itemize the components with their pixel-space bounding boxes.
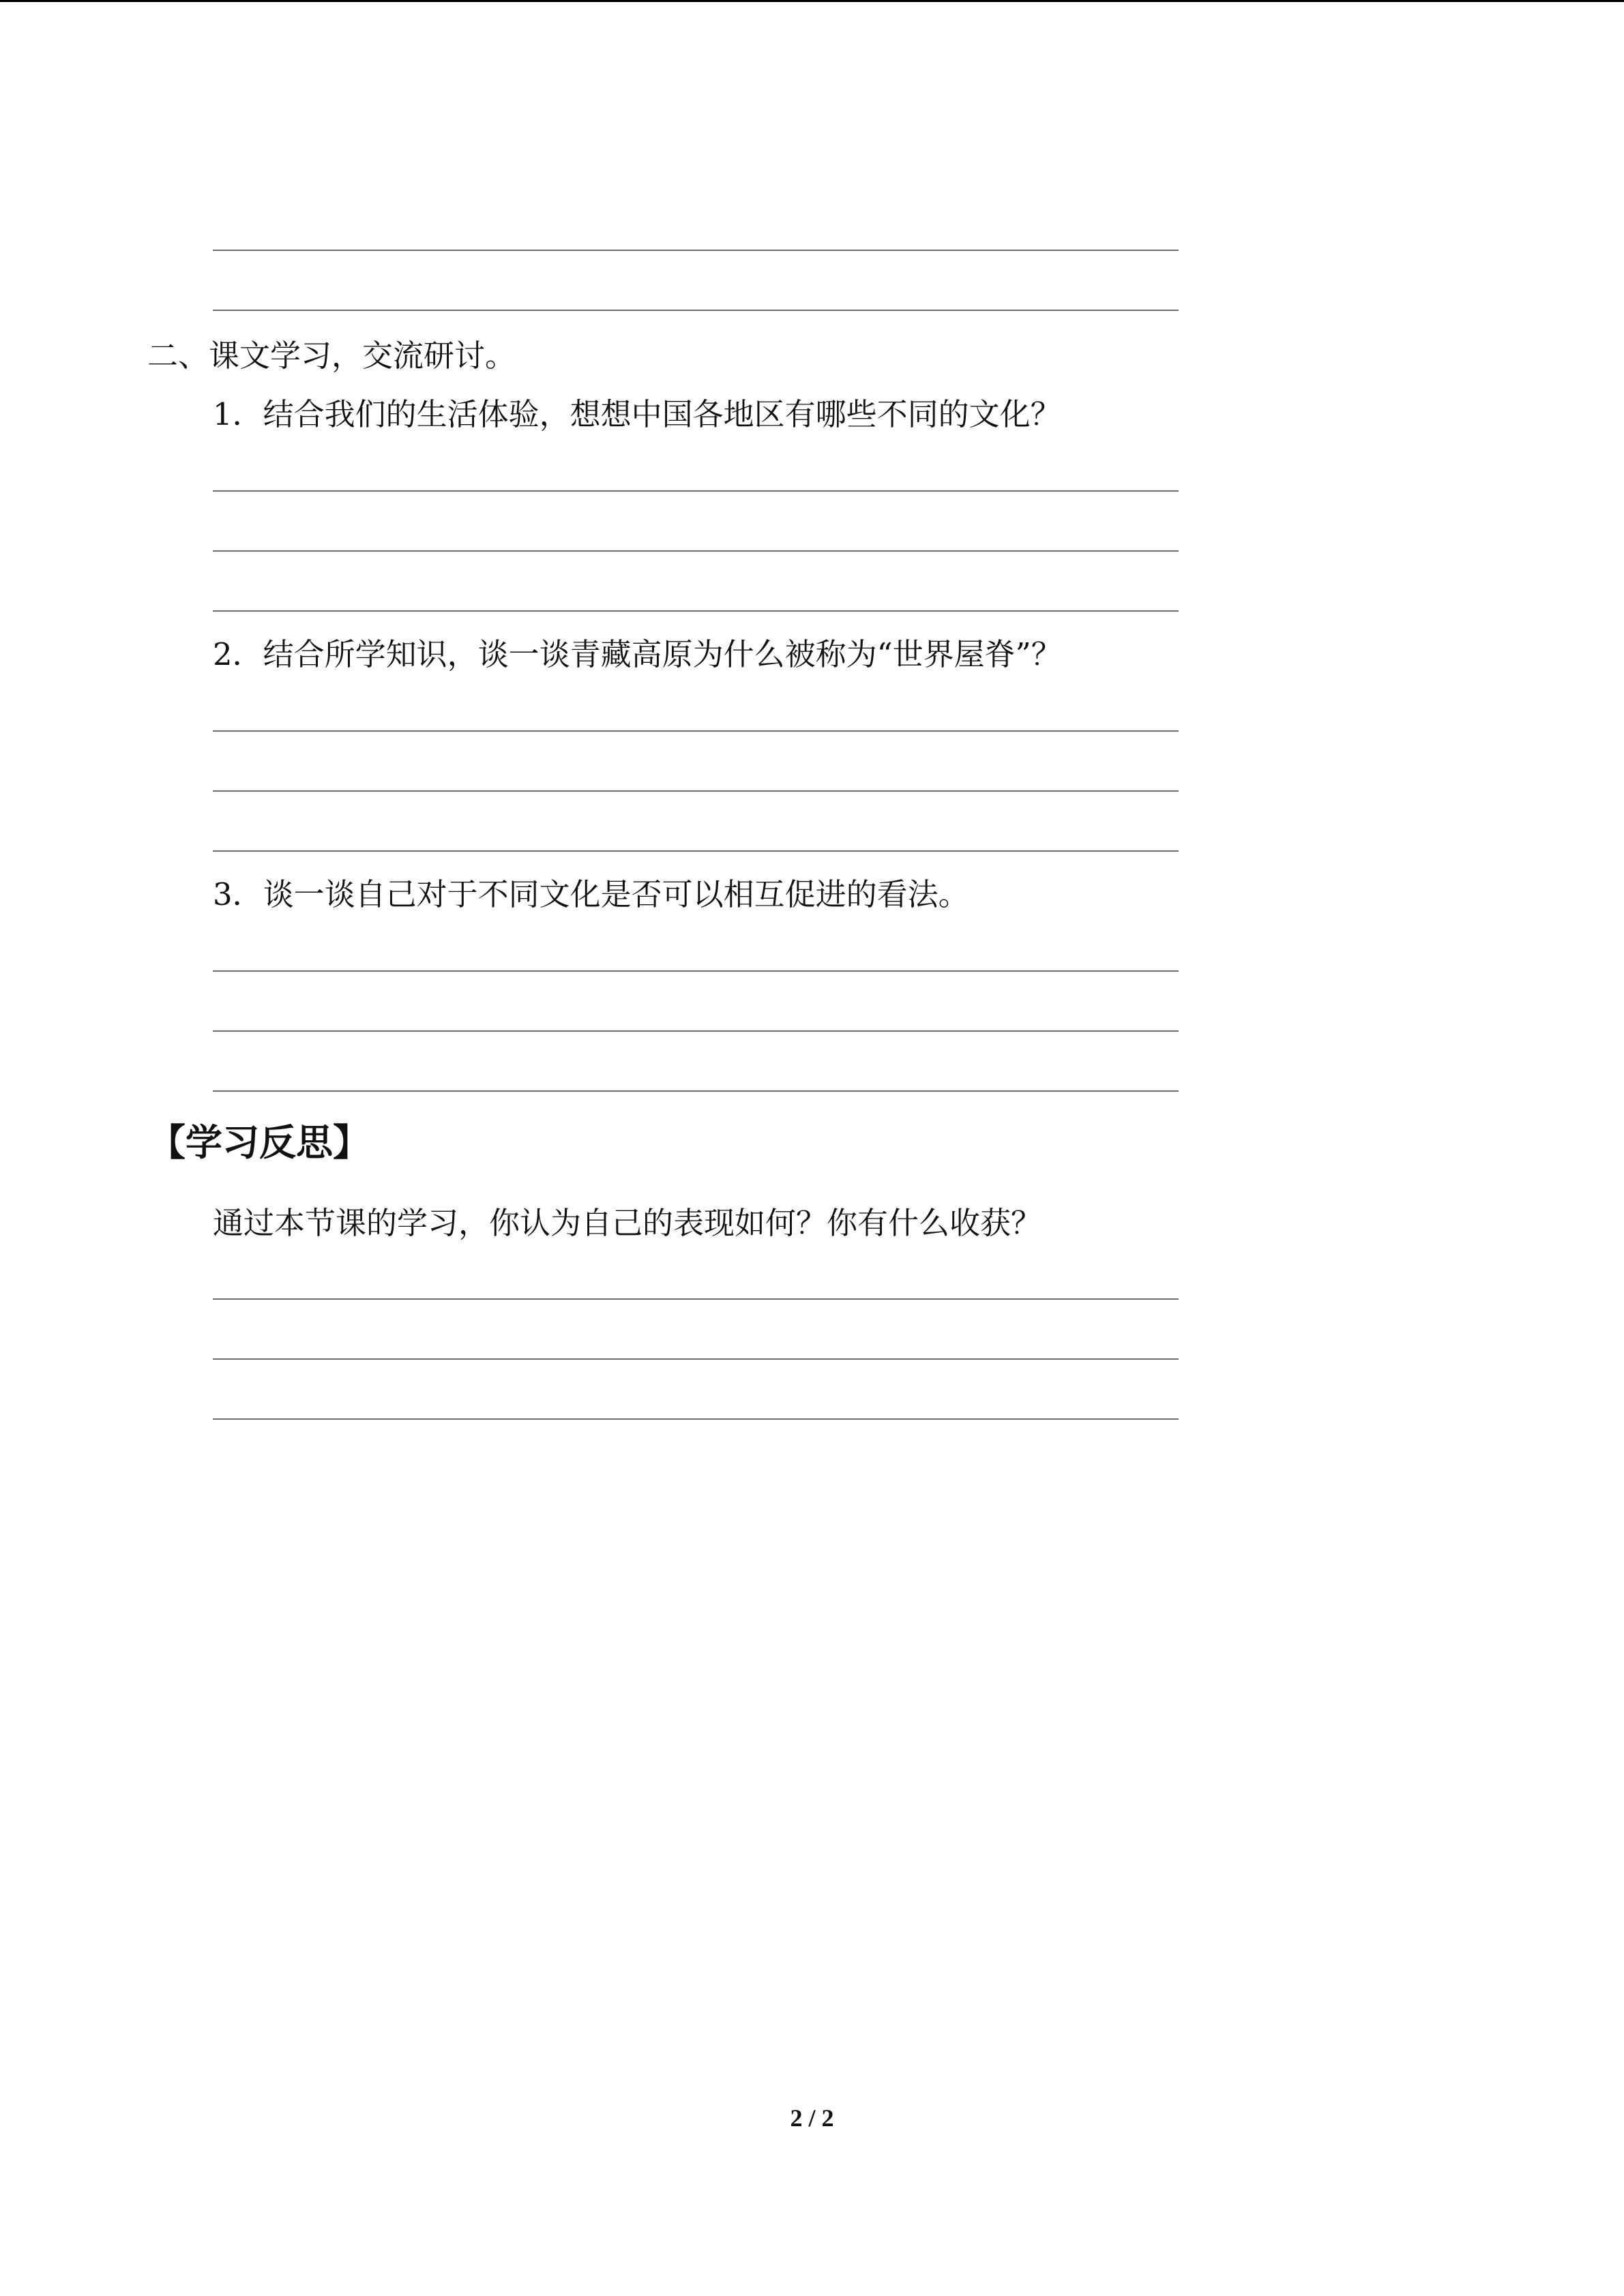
question-1: 1．结合我们的生活体验，想想中国各地区有哪些不同的文化？	[213, 396, 1061, 432]
answer-line[interactable]	[213, 1030, 1179, 1032]
page-number: 2 / 2	[790, 2104, 834, 2132]
answer-line[interactable]	[213, 1090, 1179, 1092]
answer-line[interactable]	[213, 730, 1179, 732]
answer-line[interactable]	[213, 490, 1179, 492]
page-top-border	[0, 0, 1624, 2]
answer-line[interactable]	[213, 850, 1179, 852]
question-3: 3．谈一谈自己对于不同文化是否可以相互促进的看法。	[213, 876, 969, 912]
answer-line[interactable]	[213, 790, 1179, 792]
answer-line[interactable]	[213, 1298, 1179, 1300]
section-two-heading: 二、课文学习，交流研讨。	[147, 338, 516, 374]
answer-line[interactable]	[213, 250, 1179, 251]
answer-line[interactable]	[213, 1418, 1179, 1420]
question-2: 2．结合所学知识，谈一谈青藏高原为什么被称为“世界屋脊”？	[213, 636, 1062, 672]
answer-line[interactable]	[213, 550, 1179, 552]
answer-line[interactable]	[213, 970, 1179, 972]
reflection-heading: 【学习反思】	[149, 1121, 370, 1164]
reflection-prompt: 通过本节课的学习，你认为自己的表现如何？你有什么收获？	[213, 1205, 1042, 1241]
answer-line[interactable]	[213, 610, 1179, 612]
answer-line[interactable]	[213, 1358, 1179, 1360]
answer-line[interactable]	[213, 310, 1179, 311]
